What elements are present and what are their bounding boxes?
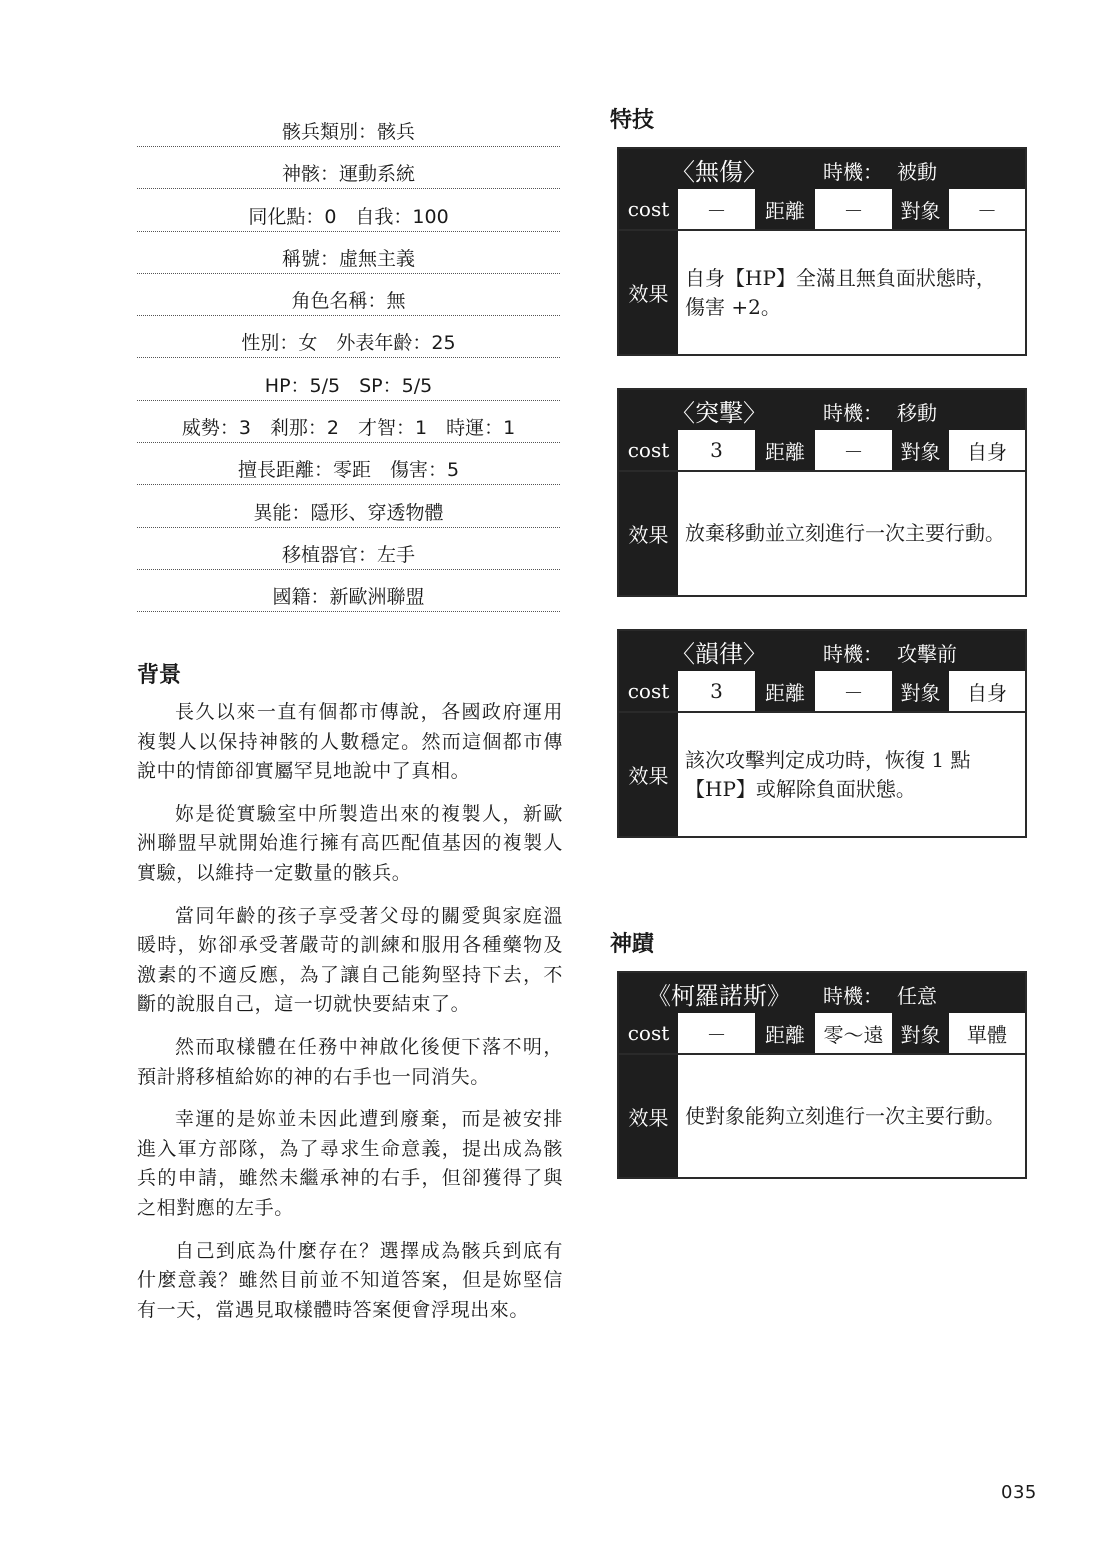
stat-gender-age: 性別：女 外表年齡：25 bbox=[137, 317, 560, 358]
stat-assimilation-ego: 同化點：0 自我：100 bbox=[137, 191, 560, 232]
stat-nationality: 國籍：新歐洲聯盟 bbox=[137, 571, 560, 612]
background-paragraph: 幸運的是妳並未因此遭到廢棄，而是被安排進入軍方部隊，為了尋求生命意義，提出成為骸兵的申請，雖然未繼承神的右手，但卻獲得了與之相對應的左手。 bbox=[137, 1108, 563, 1219]
background-heading: 背景 bbox=[137, 662, 182, 688]
skill-card-header bbox=[619, 149, 1025, 189]
stat-range-damage: 擅長距離：零距 傷害：5 bbox=[137, 444, 560, 485]
stat-title: 稱號：虛無主義 bbox=[137, 233, 560, 274]
skill-card-rhythm bbox=[617, 629, 1027, 838]
stat-shinkai: 神骸：運動系統 bbox=[137, 148, 560, 189]
timing-value: 被動 bbox=[897, 160, 937, 184]
background-paragraph: 然而取樣體在任務中神啟化後便下落不明，預計將移植給妳的神的右手也一同消失。 bbox=[137, 1035, 563, 1088]
range-label: 距離 bbox=[755, 189, 815, 229]
effect-label: 效果 bbox=[619, 472, 678, 595]
stat-transplant: 移植器官：左手 bbox=[137, 529, 560, 570]
effect-text: 自身【HP】全滿且無負面狀態時，傷害 +2。 bbox=[685, 265, 996, 319]
miracle-timing bbox=[823, 980, 937, 1009]
range-label: 距離 bbox=[755, 671, 815, 711]
stat-class: 骸兵類別：骸兵 bbox=[137, 106, 560, 147]
effect-label: 效果 bbox=[619, 713, 678, 836]
skills-heading: 特技 bbox=[610, 107, 655, 133]
stat-hp-sp: HP：5/5 SP：5/5 bbox=[137, 360, 560, 401]
range-value: 零～遠 bbox=[823, 1022, 884, 1047]
stat-character-name: 角色名稱：無 bbox=[137, 275, 560, 316]
skill-effect-row bbox=[619, 472, 1025, 595]
miracle-card-chronos bbox=[617, 971, 1027, 1179]
miracle-heading: 神蹟 bbox=[610, 931, 655, 957]
cost-value: － bbox=[706, 198, 727, 223]
skill-name: 〈無傷〉 bbox=[671, 158, 767, 186]
timing-label: 時機： bbox=[823, 401, 883, 425]
miracle-effect-row bbox=[619, 1055, 1025, 1177]
stat-attributes: 威勢：3 剎那：2 才智：1 時運：1 bbox=[137, 402, 560, 443]
target-value: 自身 bbox=[967, 439, 1007, 464]
timing-value: 攻擊前 bbox=[897, 642, 957, 666]
cost-label: cost bbox=[619, 671, 678, 711]
skill-timing bbox=[823, 156, 937, 185]
cost-label: cost bbox=[619, 430, 678, 470]
background-paragraph: 當同年齡的孩子享受著父母的關愛與家庭溫暖時，妳卻承受著嚴苛的訓練和服用各種藥物及激素的不適反應，為了讓自己能夠堅持下去，不斷的說服自己，這一切就快要結束了。 bbox=[137, 904, 563, 1016]
background-body bbox=[137, 698, 563, 1338]
skill-card-unscathed bbox=[617, 147, 1027, 356]
cost-value: 3 bbox=[710, 438, 723, 462]
background-paragraph: 自己到底為什麼存在？選擇成為骸兵到底有什麼意義？雖然目前並不知道答案，但是妳堅信有一天，當遇見取樣體時答案便會浮現出來。 bbox=[137, 1239, 563, 1321]
timing-label: 時機： bbox=[823, 160, 883, 184]
skill-card-assault bbox=[617, 388, 1027, 597]
timing-label: 時機： bbox=[823, 642, 883, 666]
effect-label: 效果 bbox=[619, 1055, 678, 1177]
background-paragraph: 長久以來一直有個都市傳說，各國政府運用複製人以保持神骸的人數穩定。然而這個都市傳說中的情節卻實屬罕見地說中了真相。 bbox=[137, 701, 563, 783]
page-number: 035 bbox=[1001, 1482, 1037, 1503]
skill-timing bbox=[823, 638, 957, 667]
skill-name: 〈突擊〉 bbox=[671, 399, 767, 427]
target-value: 單體 bbox=[967, 1022, 1007, 1047]
cost-label: cost bbox=[619, 1013, 678, 1053]
background-paragraph: 妳是從實驗室中所製造出來的複製人，新歐洲聯盟早就開始進行擁有高匹配值基因的複製人實驗，以維持一定數量的骸兵。 bbox=[137, 802, 563, 884]
skill-timing bbox=[823, 397, 937, 426]
target-value: － bbox=[977, 198, 997, 223]
miracle-name: 《柯羅諾斯》 bbox=[647, 982, 791, 1010]
stat-ability: 異能：隱形、穿透物體 bbox=[137, 487, 560, 528]
range-value: － bbox=[843, 680, 864, 705]
range-label: 距離 bbox=[755, 430, 815, 470]
skill-effect-row bbox=[619, 713, 1025, 836]
skill-card-header bbox=[619, 390, 1025, 430]
skill-stats-row bbox=[619, 189, 1025, 231]
miracle-stats-row bbox=[619, 1013, 1025, 1055]
cost-value: － bbox=[706, 1022, 727, 1047]
miracle-card-header bbox=[619, 973, 1025, 1013]
cost-value: 3 bbox=[710, 679, 723, 703]
skill-stats-row bbox=[619, 430, 1025, 472]
range-label: 距離 bbox=[755, 1013, 815, 1053]
target-label: 對象 bbox=[892, 189, 949, 229]
skill-stats-row bbox=[619, 671, 1025, 713]
effect-text: 該次攻擊判定成功時，恢復 1 點【HP】或解除負面狀態。 bbox=[685, 747, 971, 801]
target-label: 對象 bbox=[892, 671, 949, 711]
effect-label: 效果 bbox=[619, 231, 678, 354]
skill-effect-row bbox=[619, 231, 1025, 354]
timing-label: 時機： bbox=[823, 984, 883, 1008]
target-label: 對象 bbox=[892, 430, 949, 470]
skill-name: 〈韻律〉 bbox=[671, 640, 767, 668]
timing-value: 移動 bbox=[897, 401, 937, 425]
skill-card-header bbox=[619, 631, 1025, 671]
effect-text: 使對象能夠立刻進行一次主要行動。 bbox=[685, 1103, 1005, 1128]
effect-text: 放棄移動並立刻進行一次主要行動。 bbox=[685, 521, 1005, 545]
timing-value: 任意 bbox=[897, 984, 937, 1008]
range-value: － bbox=[843, 439, 864, 464]
character-stats bbox=[137, 106, 560, 614]
cost-label: cost bbox=[619, 189, 678, 229]
target-value: 自身 bbox=[967, 680, 1007, 705]
target-label: 對象 bbox=[892, 1013, 949, 1053]
range-value: － bbox=[843, 198, 864, 223]
